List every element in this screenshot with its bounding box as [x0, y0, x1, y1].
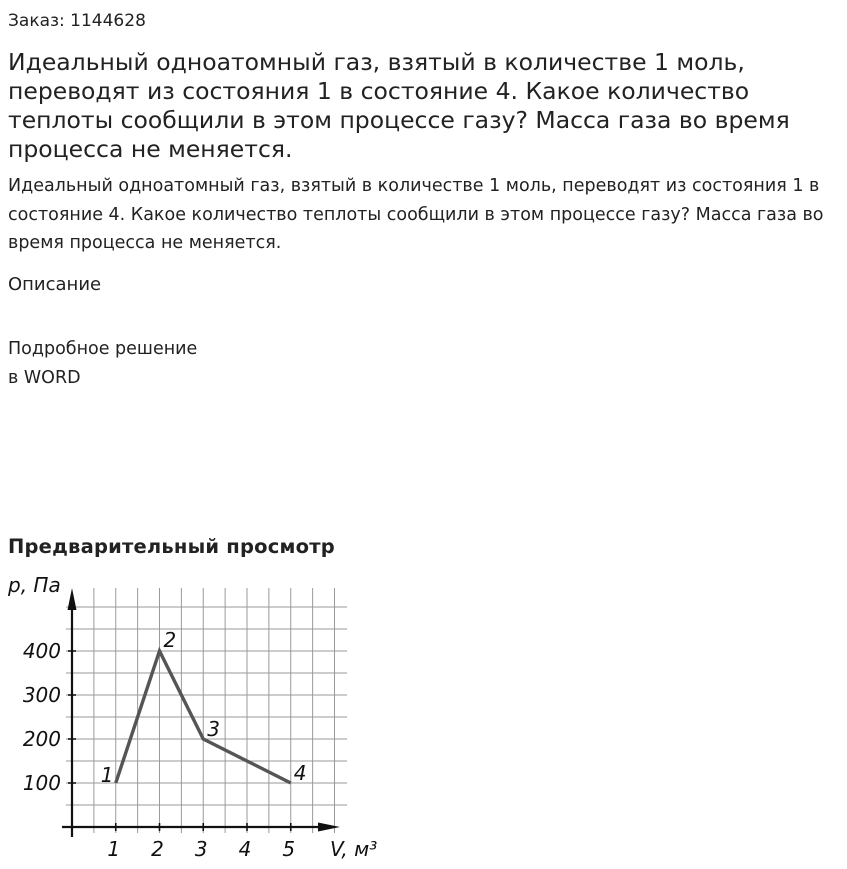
y-tick-label: 100 [22, 771, 61, 795]
pv-chart [0, 560, 400, 869]
description-label: Описание [8, 274, 102, 295]
x-axis-arrow [318, 823, 340, 832]
x-tick-label: 5 [282, 837, 296, 861]
chart-grid [66, 588, 347, 833]
task-title: Идеальный одноатомный газ, взятый в количестве 1 моль, переводят из состояния 1 в состояние 4. Какое количество теплоты сообщили в этом процессе газу? Масса газа во время процесса не меняется. [8, 48, 790, 163]
chart-axes [62, 588, 340, 837]
state-point-label: 1 [100, 763, 114, 787]
state-point-label: 4 [293, 761, 307, 785]
y-axis-label: p, Па [8, 573, 61, 597]
state-point-label: 3 [207, 717, 220, 741]
state-point-label: 2 [163, 628, 177, 652]
x-tick-label: 3 [194, 837, 208, 861]
y-tick-label: 400 [22, 639, 61, 663]
solution-line-1: Подробное решение [8, 339, 198, 359]
x-tick-label: 2 [151, 837, 164, 861]
x-tick-label: 4 [238, 837, 252, 861]
solution-line-2: в WORD [8, 367, 81, 388]
solution-info [8, 335, 197, 392]
order-number: Заказ: 1144628 [8, 11, 146, 31]
y-tick-label: 300 [22, 683, 61, 707]
y-tick-label: 200 [22, 727, 61, 751]
x-tick-label: 1 [107, 837, 121, 861]
y-axis-arrow [68, 588, 77, 610]
preview-heading: Предварительный просмотр [8, 535, 335, 558]
task-text: Идеальный одноатомный газ, взятый в количестве 1 моль, переводят из состояния 1 в состояние 4. Какое количество теплоты сообщили в этом процессе газу? Масса газа во время процесса не меняется. [8, 176, 824, 253]
x-axis-label: V, м³ [330, 837, 378, 861]
